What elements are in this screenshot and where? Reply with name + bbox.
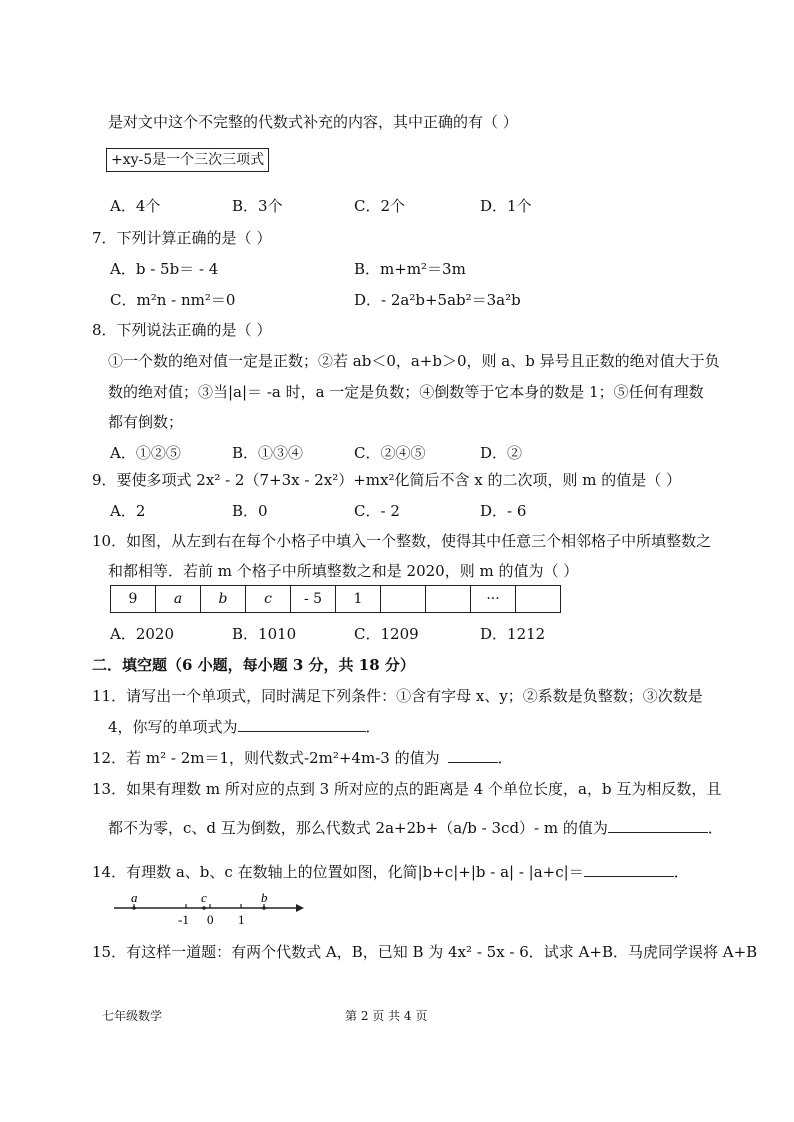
q6-intro-text: 是对文中这个不完整的代数式补充的内容，其中正确的有（ ）	[108, 113, 518, 131]
grid-cell: a	[156, 586, 201, 613]
q7-option-d: D．- 2a²b+5ab²＝3a²b	[354, 291, 521, 309]
q10-stem-line-1: 10．如图，从左到右在每个小格子中填入一个整数，使得其中任意三个相邻格子中所填整数之	[92, 532, 712, 550]
axis-tick-one: 1	[238, 912, 245, 927]
q9-option-d: D．- 6	[480, 502, 527, 520]
q11-line-1: 11．请写出一个单项式，同时满足下列条件：①含有字母 x、y；②系数是负整数；③次数是	[92, 687, 703, 705]
q11-answer-blank[interactable]	[238, 717, 366, 732]
q9-stem: 9．要使多项式 2x² - 2（7+3x - 2x²）+mx²化简后不含 x 的二次项，则 m 的值是（ ）	[92, 471, 682, 489]
q7-stem: 7．下列计算正确的是（ ）	[92, 229, 272, 247]
q10-option-a: A．2020	[110, 625, 175, 643]
q11-end: ．	[365, 718, 381, 736]
grid-cell: ···	[471, 586, 516, 613]
q13-end: ．	[707, 819, 723, 837]
footer-subject: 七年级数学	[102, 1009, 163, 1023]
q13-line-2	[108, 818, 723, 838]
q10-option-b: B．1010	[232, 625, 297, 643]
q6-option-b: B．3个	[232, 197, 283, 215]
axis-tick-neg1: -1	[178, 912, 189, 927]
q10-option-d: D．1212	[480, 625, 546, 643]
q14-number-line	[110, 890, 310, 930]
grid-cell	[516, 586, 561, 613]
q9-option-b: B．0	[232, 502, 268, 520]
grid-cell: c	[246, 586, 291, 613]
grid-cell: b	[201, 586, 246, 613]
axis-label-c: c	[201, 890, 207, 905]
q14-text: 14．有理数 a、b、c 在数轴上的位置如图，化简|b+c|+|b - a| - |a+c|＝	[92, 863, 584, 881]
footer-page-number: 第 2 页 共 4 页	[345, 1009, 428, 1023]
q7-option-b: B．m+m²＝3m	[354, 260, 466, 278]
q8-body-line-2: 数的绝对值；③当|a|＝ -a 时，a 一定是负数；④倒数等于它本身的数是 1；⑤任何有理数	[108, 383, 704, 401]
q14-end: ．	[673, 863, 689, 881]
grid-cell: 9	[111, 586, 156, 613]
q8-body-line-1: ①一个数的绝对值一定是正数；②若 ab＜0，a+b＞0，则 a、b 异号且正数的绝对值大于负	[108, 352, 720, 370]
q12-answer-blank[interactable]	[448, 748, 498, 763]
q8-option-a: A．①②⑤	[110, 444, 181, 462]
q6-boxed-statement: +xy-5是一个三次三项式	[106, 148, 269, 172]
section-2-heading: 二．填空题（6 小题，每小题 3 分，共 18 分）	[92, 656, 415, 674]
q10-option-c: C．1209	[354, 625, 419, 643]
q12-line	[92, 748, 513, 768]
q6-option-a: A．4个	[110, 197, 161, 215]
q14-answer-blank[interactable]	[584, 862, 674, 877]
q10-stem-line-2: 和都相等．若前 m 个格子中所填整数之和是 2020，则 m 的值为（ ）	[108, 562, 579, 580]
q13-text: 都不为零，c、d 互为倒数，那么代数式 2a+2b+（a/b - 3cd）- m 的值为	[108, 819, 608, 837]
q9-option-c: C．- 2	[354, 502, 400, 520]
q8-option-d: D．②	[480, 444, 523, 462]
q11-prompt: 4，你写的单项式为	[108, 718, 238, 736]
grid-cell: 1	[336, 586, 381, 613]
q12-text: 12．若 m² - 2m＝1，则代数式-2m²+4m-3 的值为	[92, 749, 440, 767]
q14-line	[92, 862, 689, 882]
q8-option-b: B．①③④	[232, 444, 304, 462]
axis-label-b: b	[261, 890, 268, 905]
q6-option-d: D．1个	[480, 197, 532, 215]
q10-number-grid	[110, 585, 561, 613]
grid-cell: - 5	[291, 586, 336, 613]
q15-line-1: 15．有这样一道题：有两个代数式 A，B，已知 B 为 4x² - 5x - 6．试求 A+B．马虎同学误将 A+B	[92, 943, 758, 961]
q9-option-a: A．2	[110, 502, 146, 520]
q13-line-1: 13．如果有理数 m 所对应的点到 3 所对应的点的距离是 4 个单位长度，a，b 互为相反数，且	[92, 780, 722, 798]
q7-option-a: A．b - 5b＝ - 4	[110, 260, 219, 278]
axis-tick-zero: 0	[207, 912, 214, 927]
q8-option-c: C．②④⑤	[354, 444, 426, 462]
q11-line-2	[108, 717, 381, 737]
q7-option-c: C．m²n - nm²＝0	[110, 291, 236, 309]
q6-option-c: C．2个	[354, 197, 406, 215]
axis-label-a: a	[131, 890, 138, 905]
q13-answer-blank[interactable]	[608, 818, 708, 833]
grid-cell	[381, 586, 426, 613]
q8-body-line-3: 都有倒数；	[108, 413, 184, 431]
q8-stem: 8．下列说法正确的是（ ）	[92, 321, 272, 339]
q12-end: ．	[497, 749, 513, 767]
grid-cell	[426, 586, 471, 613]
